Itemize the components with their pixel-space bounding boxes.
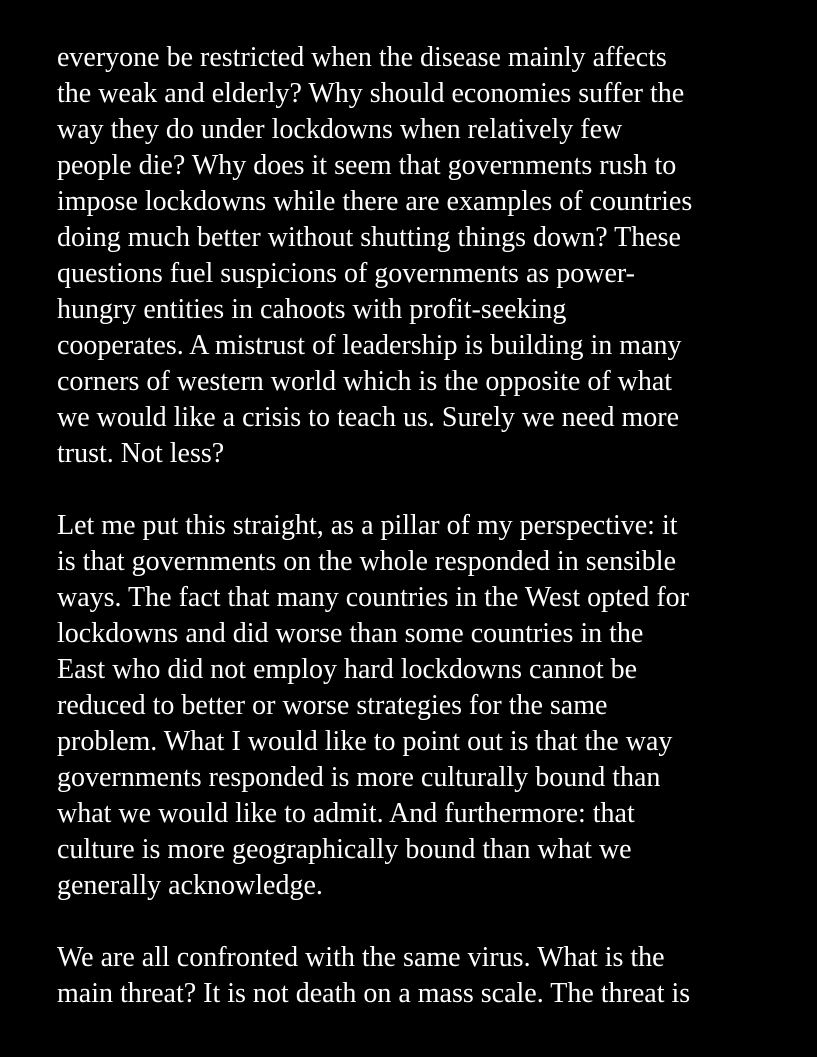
- text-line: ways. The fact that many countries in the West opted for: [57, 582, 689, 613]
- text-line: is that governments on the whole responded in sensible: [57, 546, 676, 577]
- paragraph-1: [57, 40, 807, 472]
- text-line: people die? Why does it seem that governments rush to: [57, 150, 677, 181]
- text-line: the weak and elderly? Why should economies suffer the: [57, 78, 685, 109]
- paragraph-2: [57, 508, 807, 904]
- text-line: We are all confronted with the same virus. What is the: [57, 942, 665, 973]
- text-line: way they do under lockdowns when relatively few: [57, 114, 623, 145]
- text-line: reduced to better or worse strategies for the same: [57, 690, 608, 721]
- text-line: trust. Not less?: [57, 438, 225, 469]
- paragraph-spacer: [57, 904, 807, 940]
- text-line: what we would like to admit. And furthermore: that: [57, 798, 635, 829]
- text-line: East who did not employ hard lockdowns cannot be: [57, 654, 638, 685]
- text-line: problem. What I would like to point out is that the way: [57, 726, 673, 757]
- text-line: everyone be restricted when the disease mainly affects: [57, 42, 667, 73]
- document-body: [57, 40, 807, 1012]
- text-line: impose lockdowns while there are examples of countries: [57, 186, 693, 217]
- text-line: hungry entities in cahoots with profit-seeking: [57, 294, 567, 325]
- text-line: Let me put this straight, as a pillar of my perspective: it: [57, 510, 678, 541]
- text-line: questions fuel suspicions of governments as power-: [57, 258, 636, 289]
- text-line: cooperates. A mistrust of leadership is building in many: [57, 330, 682, 361]
- text-line: doing much better without shutting things down? These: [57, 222, 681, 253]
- paragraph-3: [57, 940, 807, 1012]
- text-line: governments responded is more culturally bound than: [57, 762, 661, 793]
- text-line: culture is more geographically bound than what we: [57, 834, 632, 865]
- text-line: generally acknowledge.: [57, 870, 323, 901]
- text-line: corners of western world which is the opposite of what: [57, 366, 673, 397]
- text-line: main threat? It is not death on a mass scale. The threat is: [57, 978, 691, 1009]
- paragraph-spacer: [57, 472, 807, 508]
- text-line: lockdowns and did worse than some countries in the: [57, 618, 644, 649]
- text-line: we would like a crisis to teach us. Surely we need more: [57, 402, 680, 433]
